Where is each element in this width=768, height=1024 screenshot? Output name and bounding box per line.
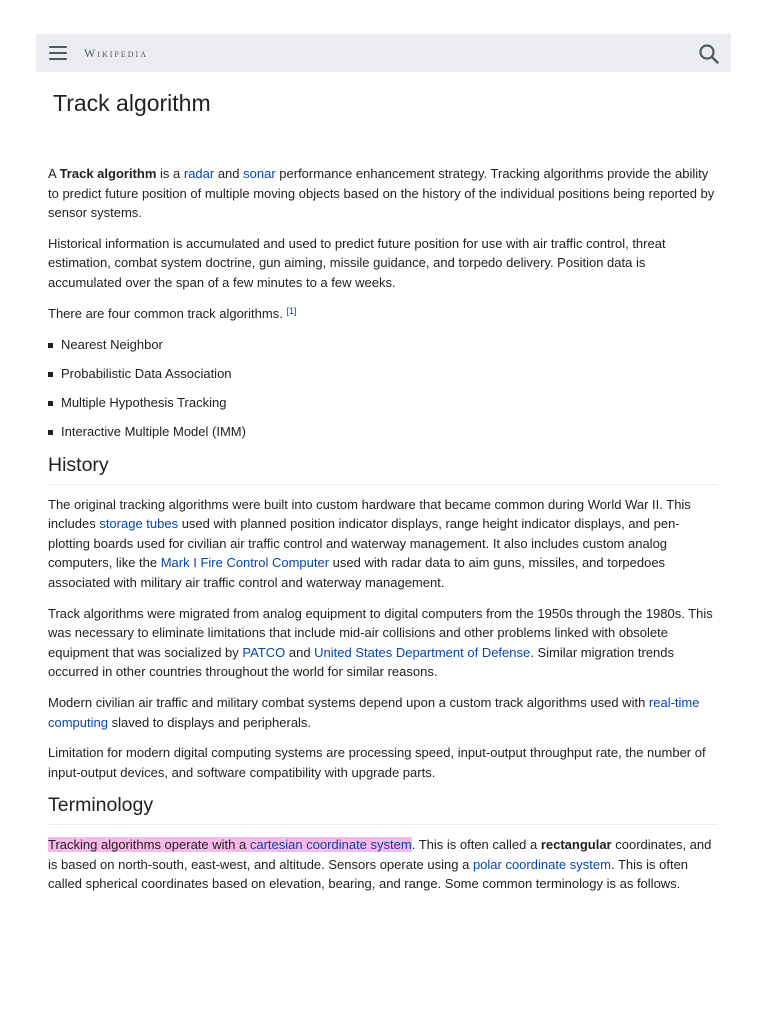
text: slaved to displays and peripherals. xyxy=(107,714,312,730)
text: performance enhancement strategy. Tracking algorithms provide the ability to predict future position of multiple moving objects based on the history of the individual positions being reported by sensor systems. xyxy=(48,166,715,221)
text: and xyxy=(285,644,315,660)
highlighted-text xyxy=(48,837,412,852)
list-item: Multiple Hypothesis Tracking xyxy=(48,393,718,413)
terminology-paragraph xyxy=(48,835,718,894)
text: There are four common track algorithms. xyxy=(48,305,283,321)
page-title: Track algorithm xyxy=(53,90,211,116)
bold-term: rectangular xyxy=(540,836,612,852)
text: coordinates, and is based on north-south, east-west, and altitude. Sensors operate using a xyxy=(48,836,712,872)
text: A xyxy=(48,166,60,181)
text: Track algorithms were migrated from analog equipment to digital computers from the 1950s through the 1980s. This was necessary to eliminate limitations that include mid-air collisions and other problems linked with obsolete equipment that was socialized by xyxy=(48,605,713,660)
search-icon[interactable] xyxy=(698,43,720,65)
text: Tracking algorithms operate with a xyxy=(48,836,250,852)
text: . This is often called spherical coordinates based on elevation, bearing, and range. Some common terminology is as follows. xyxy=(48,856,689,892)
link-us-dod[interactable]: United States Department of Defense xyxy=(314,644,531,660)
link-storage-tubes[interactable]: storage tubes xyxy=(99,516,179,532)
history-paragraph xyxy=(48,495,718,593)
history-paragraph xyxy=(48,693,718,732)
text: used with planned position indicator displays, range height indicator displays, and pen-plotting boards used for civilian air traffic control and waterway management. It also includes custom analog computers, like the xyxy=(48,516,680,571)
text: is a xyxy=(156,166,184,181)
text: Modern civilian air traffic and military combat systems depend upon a custom track algorithms used with xyxy=(48,694,649,710)
intro-paragraph xyxy=(48,164,718,223)
hamburger-menu-icon[interactable] xyxy=(49,46,67,60)
text: and xyxy=(214,166,244,181)
text: . This is often called a xyxy=(411,836,541,852)
link-radar[interactable]: radar xyxy=(183,166,215,181)
history-paragraph xyxy=(48,604,718,682)
reference-link[interactable]: [1] xyxy=(286,305,297,316)
header-bar xyxy=(36,34,731,72)
text: . Similar migration trends occurred in other countries throughout the world for similar reasons. xyxy=(48,644,675,680)
history-paragraph: Limitation for modern digital computing systems are processing speed, input-output throughput rate, the number of input-output devices, and software compatibility with upgrade parts. xyxy=(48,745,706,780)
link-cartesian-coordinate-system[interactable]: cartesian coordinate system xyxy=(249,836,412,852)
link-sonar[interactable]: sonar xyxy=(243,166,276,181)
section-heading-terminology: Terminology xyxy=(48,796,718,825)
article-body xyxy=(48,164,718,905)
algorithms-intro-paragraph xyxy=(48,304,718,324)
text: The original tracking algorithms were built into custom hardware that became common during World War II. This includes xyxy=(48,496,691,532)
link-mark-i-fire-control[interactable]: Mark I Fire Control Computer xyxy=(160,555,330,571)
list-item: Nearest Neighbor xyxy=(48,335,718,355)
list-item: Probabilistic Data Association xyxy=(48,364,718,384)
section-heading-history: History xyxy=(48,456,718,485)
list-item: Interactive Multiple Model (IMM) xyxy=(48,422,718,442)
wikipedia-wordmark[interactable]: Wikipedia xyxy=(84,46,148,60)
link-real-time-computing[interactable]: real-time computing xyxy=(48,694,700,730)
bold-term: Track algorithm xyxy=(59,166,157,181)
history-info-paragraph: Historical information is accumulated and used to predict future position for use with air traffic control, threat estimation, combat system doctrine, gun aiming, missile guidance, and torpedo delivery. Position data is accumulated over the span of a few minutes to a few weeks. xyxy=(48,235,666,290)
link-polar-coordinate-system[interactable]: polar coordinate system xyxy=(472,856,611,872)
algorithm-list xyxy=(48,335,718,442)
link-patco[interactable]: PATCO xyxy=(242,644,286,660)
text: used with radar data to aim guns, missiles, and torpedoes associated with military air traffic control and waterway management. xyxy=(48,555,666,590)
